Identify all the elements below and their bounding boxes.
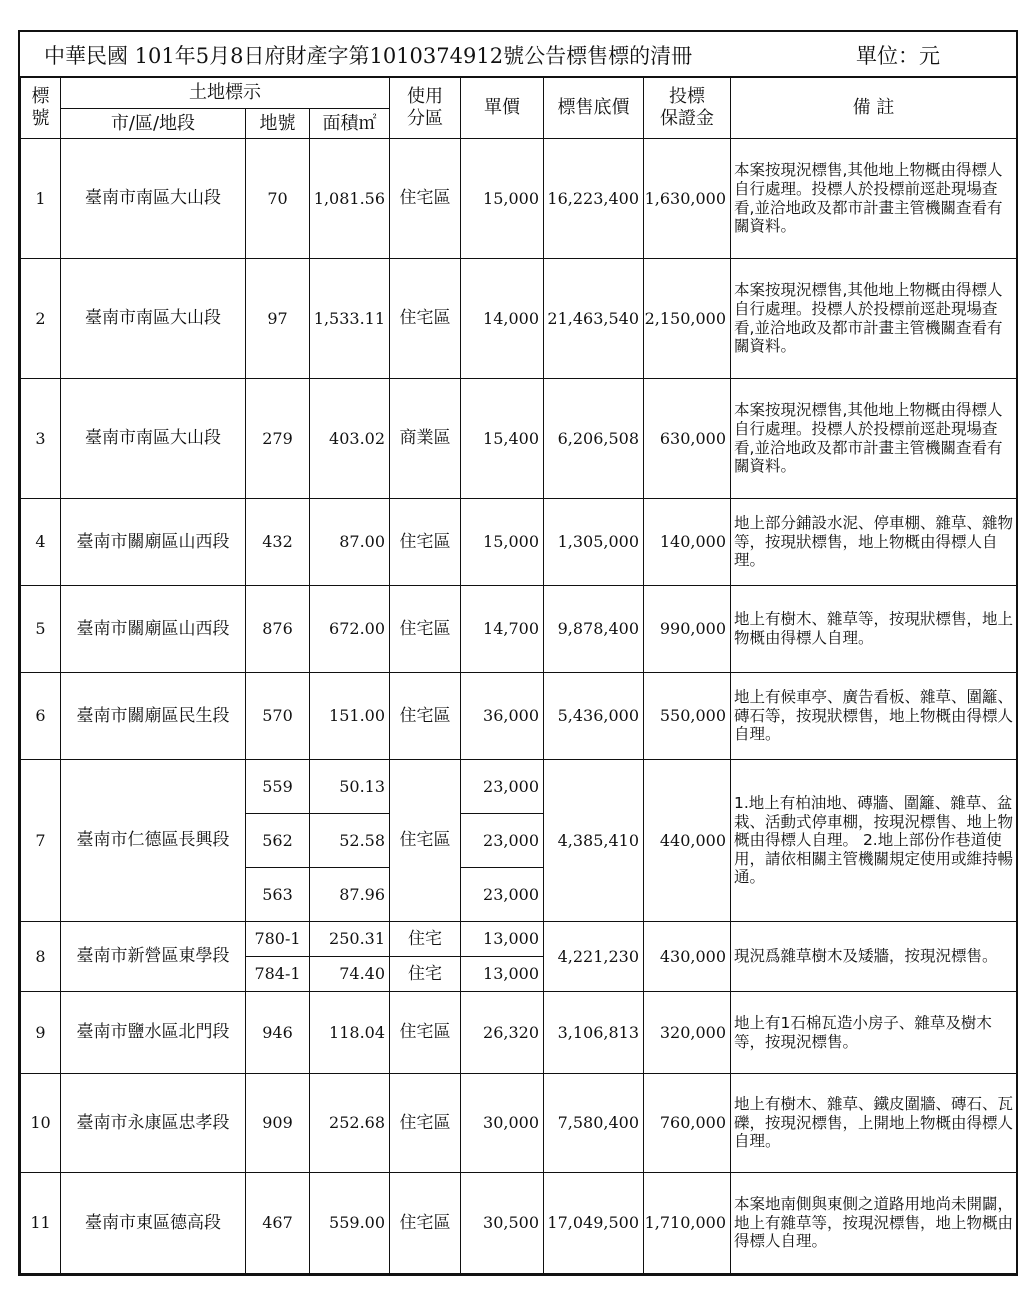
zoning: 住宅區 — [390, 1173, 461, 1274]
base-price: 17,049,500 — [544, 1173, 644, 1274]
land-section: 臺南市關廟區民生段 — [61, 673, 246, 760]
title-bar — [20, 32, 1016, 77]
remarks: 地上有樹木、雜草等，按現狀標售，地上物概由得標人自理。 — [731, 586, 1017, 673]
land-area: 1,533.11 — [310, 259, 390, 379]
header-no: 標 號 — [21, 78, 61, 139]
land-area: 559.00 — [310, 1173, 390, 1274]
base-price: 4,221,230 — [544, 922, 644, 992]
header-lot: 地號 — [246, 109, 310, 139]
row-number: 11 — [21, 1173, 61, 1274]
bid-deposit: 140,000 — [644, 499, 731, 586]
row-number: 10 — [21, 1074, 61, 1173]
unit-price: 30,500 — [461, 1173, 544, 1274]
unit-price: 13,000 — [461, 922, 544, 957]
base-price: 6,206,508 — [544, 379, 644, 499]
land-section: 臺南市仁德區長興段 — [61, 760, 246, 922]
remarks: 地上有樹木、雜草、鐵皮圍牆、磚石、瓦礫，按現況標售，上開地上物概由得標人自理。 — [731, 1074, 1017, 1173]
base-price: 5,436,000 — [544, 673, 644, 760]
land-area: 74.40 — [310, 957, 390, 992]
lot-number: 909 — [246, 1074, 310, 1173]
table-row — [21, 499, 1017, 586]
unit-price: 14,000 — [461, 259, 544, 379]
bid-deposit: 1,630,000 — [644, 139, 731, 259]
document-sheet — [18, 30, 1018, 1276]
zoning: 住宅 — [390, 957, 461, 992]
header-city: 市/區/地段 — [61, 109, 246, 139]
unit-price: 13,000 — [461, 957, 544, 992]
zoning: 住宅區 — [390, 1074, 461, 1173]
land-section: 臺南市關廟區山西段 — [61, 586, 246, 673]
land-area: 87.96 — [310, 868, 390, 922]
unit-price: 15,000 — [461, 139, 544, 259]
land-area: 118.04 — [310, 992, 390, 1074]
bid-deposit: 430,000 — [644, 922, 731, 992]
lot-number: 70 — [246, 139, 310, 259]
base-price: 4,385,410 — [544, 760, 644, 922]
header-price: 單價 — [461, 78, 544, 139]
header-land: 土地標示 — [61, 78, 390, 109]
unit-price: 30,000 — [461, 1074, 544, 1173]
unit-price: 23,000 — [461, 760, 544, 814]
land-area: 250.31 — [310, 922, 390, 957]
lot-number: 467 — [246, 1173, 310, 1274]
lot-number: 97 — [246, 259, 310, 379]
land-section: 臺南市南區大山段 — [61, 259, 246, 379]
table-row — [21, 1173, 1017, 1274]
unit-label: 單位：元 — [856, 44, 940, 68]
lot-number: 563 — [246, 868, 310, 922]
remarks: 現況爲雜草樹木及矮牆，按現況標售。 — [731, 922, 1017, 992]
header-use: 使用 分區 — [390, 78, 461, 139]
lot-number: 570 — [246, 673, 310, 760]
remarks: 1.地上有柏油地、磚牆、圍籬、雜草、盆栽、活動式停車棚，按現況標售、地上物概由得標人自理。 2.地上部份作巷道使用，請依相關主管機關規定使用或維持暢通。 — [731, 760, 1017, 922]
lot-number: 784-1 — [246, 957, 310, 992]
listing-table — [20, 77, 1017, 1274]
bid-deposit: 1,710,000 — [644, 1173, 731, 1274]
table-row — [21, 1074, 1017, 1173]
zoning: 住宅區 — [390, 139, 461, 259]
bid-deposit: 990,000 — [644, 586, 731, 673]
base-price: 16,223,400 — [544, 139, 644, 259]
land-area: 252.68 — [310, 1074, 390, 1173]
row-number: 7 — [21, 760, 61, 922]
row-number: 6 — [21, 673, 61, 760]
land-area: 151.00 — [310, 673, 390, 760]
remarks: 本案地南側與東側之道路用地尚未開闢，地上有雜草等，按現況標售，地上物概由得標人自理。 — [731, 1173, 1017, 1274]
document-title: 中華民國 101年5月8日府財產字第1010374912號公告標售標的清冊 — [44, 44, 693, 68]
unit-price: 23,000 — [461, 868, 544, 922]
remarks: 本案按現況標售,其他地上物概由得標人自行處理。投標人於投標前逕赴現場查看,並洽地政及都市計畫主管機關查看有關資料。 — [731, 379, 1017, 499]
table-row — [21, 992, 1017, 1074]
remarks: 地上部分鋪設水泥、停車棚、雜草、雜物等，按現狀標售，地上物概由得標人自理。 — [731, 499, 1017, 586]
header-deposit: 投標 保證金 — [644, 78, 731, 139]
lot-number: 559 — [246, 760, 310, 814]
land-section: 臺南市永康區忠孝段 — [61, 1074, 246, 1173]
remarks: 地上有1石棉瓦造小房子、雜草及樹木等，按現況標售。 — [731, 992, 1017, 1074]
row-number: 1 — [21, 139, 61, 259]
row-number: 8 — [21, 922, 61, 992]
land-section: 臺南市鹽水區北門段 — [61, 992, 246, 1074]
unit-price: 15,400 — [461, 379, 544, 499]
land-area: 403.02 — [310, 379, 390, 499]
table-row — [21, 379, 1017, 499]
table-row — [21, 760, 1017, 814]
lot-number: 946 — [246, 992, 310, 1074]
table-row — [21, 139, 1017, 259]
land-section: 臺南市南區大山段 — [61, 139, 246, 259]
land-section: 臺南市新營區東學段 — [61, 922, 246, 992]
remarks: 地上有候車亭、廣告看板、雜草、圍籬、磚石等，按現狀標售，地上物概由得標人自理。 — [731, 673, 1017, 760]
zoning: 住宅區 — [390, 499, 461, 586]
zoning: 住宅區 — [390, 760, 461, 922]
remarks: 本案按現況標售,其他地上物概由得標人自行處理。投標人於投標前逕赴現場查看,並洽地政及都市計畫主管機關查看有關資料。 — [731, 139, 1017, 259]
bid-deposit: 2,150,000 — [644, 259, 731, 379]
table-row — [21, 922, 1017, 957]
base-price: 21,463,540 — [544, 259, 644, 379]
land-area: 1,081.56 — [310, 139, 390, 259]
land-area: 87.00 — [310, 499, 390, 586]
table-row — [21, 673, 1017, 760]
land-area: 50.13 — [310, 760, 390, 814]
lot-number: 562 — [246, 814, 310, 868]
base-price: 7,580,400 — [544, 1074, 644, 1173]
row-number: 5 — [21, 586, 61, 673]
land-section: 臺南市關廟區山西段 — [61, 499, 246, 586]
header-area: 面積㎡ — [310, 109, 390, 139]
unit-price: 36,000 — [461, 673, 544, 760]
bid-deposit: 440,000 — [644, 760, 731, 922]
zoning: 商業區 — [390, 379, 461, 499]
land-area: 672.00 — [310, 586, 390, 673]
zoning: 住宅 — [390, 922, 461, 957]
land-area: 52.58 — [310, 814, 390, 868]
land-section: 臺南市南區大山段 — [61, 379, 246, 499]
bid-deposit: 550,000 — [644, 673, 731, 760]
zoning: 住宅區 — [390, 992, 461, 1074]
unit-price: 14,700 — [461, 586, 544, 673]
row-number: 9 — [21, 992, 61, 1074]
row-number: 3 — [21, 379, 61, 499]
unit-price: 15,000 — [461, 499, 544, 586]
table-row — [21, 586, 1017, 673]
zoning: 住宅區 — [390, 259, 461, 379]
base-price: 9,878,400 — [544, 586, 644, 673]
unit-price: 26,320 — [461, 992, 544, 1074]
lot-number: 432 — [246, 499, 310, 586]
header-note: 備 註 — [731, 78, 1017, 139]
lot-number: 279 — [246, 379, 310, 499]
unit-price: 23,000 — [461, 814, 544, 868]
land-section: 臺南市東區德高段 — [61, 1173, 246, 1274]
bid-deposit: 320,000 — [644, 992, 731, 1074]
bid-deposit: 760,000 — [644, 1074, 731, 1173]
table-body — [21, 139, 1017, 1274]
base-price: 3,106,813 — [544, 992, 644, 1074]
row-number: 4 — [21, 499, 61, 586]
zoning: 住宅區 — [390, 673, 461, 760]
lot-number: 780-1 — [246, 922, 310, 957]
bid-deposit: 630,000 — [644, 379, 731, 499]
zoning: 住宅區 — [390, 586, 461, 673]
remarks: 本案按現況標售,其他地上物概由得標人自行處理。投標人於投標前逕赴現場查看,並洽地政及都市計畫主管機關查看有關資料。 — [731, 259, 1017, 379]
base-price: 1,305,000 — [544, 499, 644, 586]
table-row — [21, 259, 1017, 379]
header-base-price: 標售底價 — [544, 78, 644, 139]
row-number: 2 — [21, 259, 61, 379]
lot-number: 876 — [246, 586, 310, 673]
